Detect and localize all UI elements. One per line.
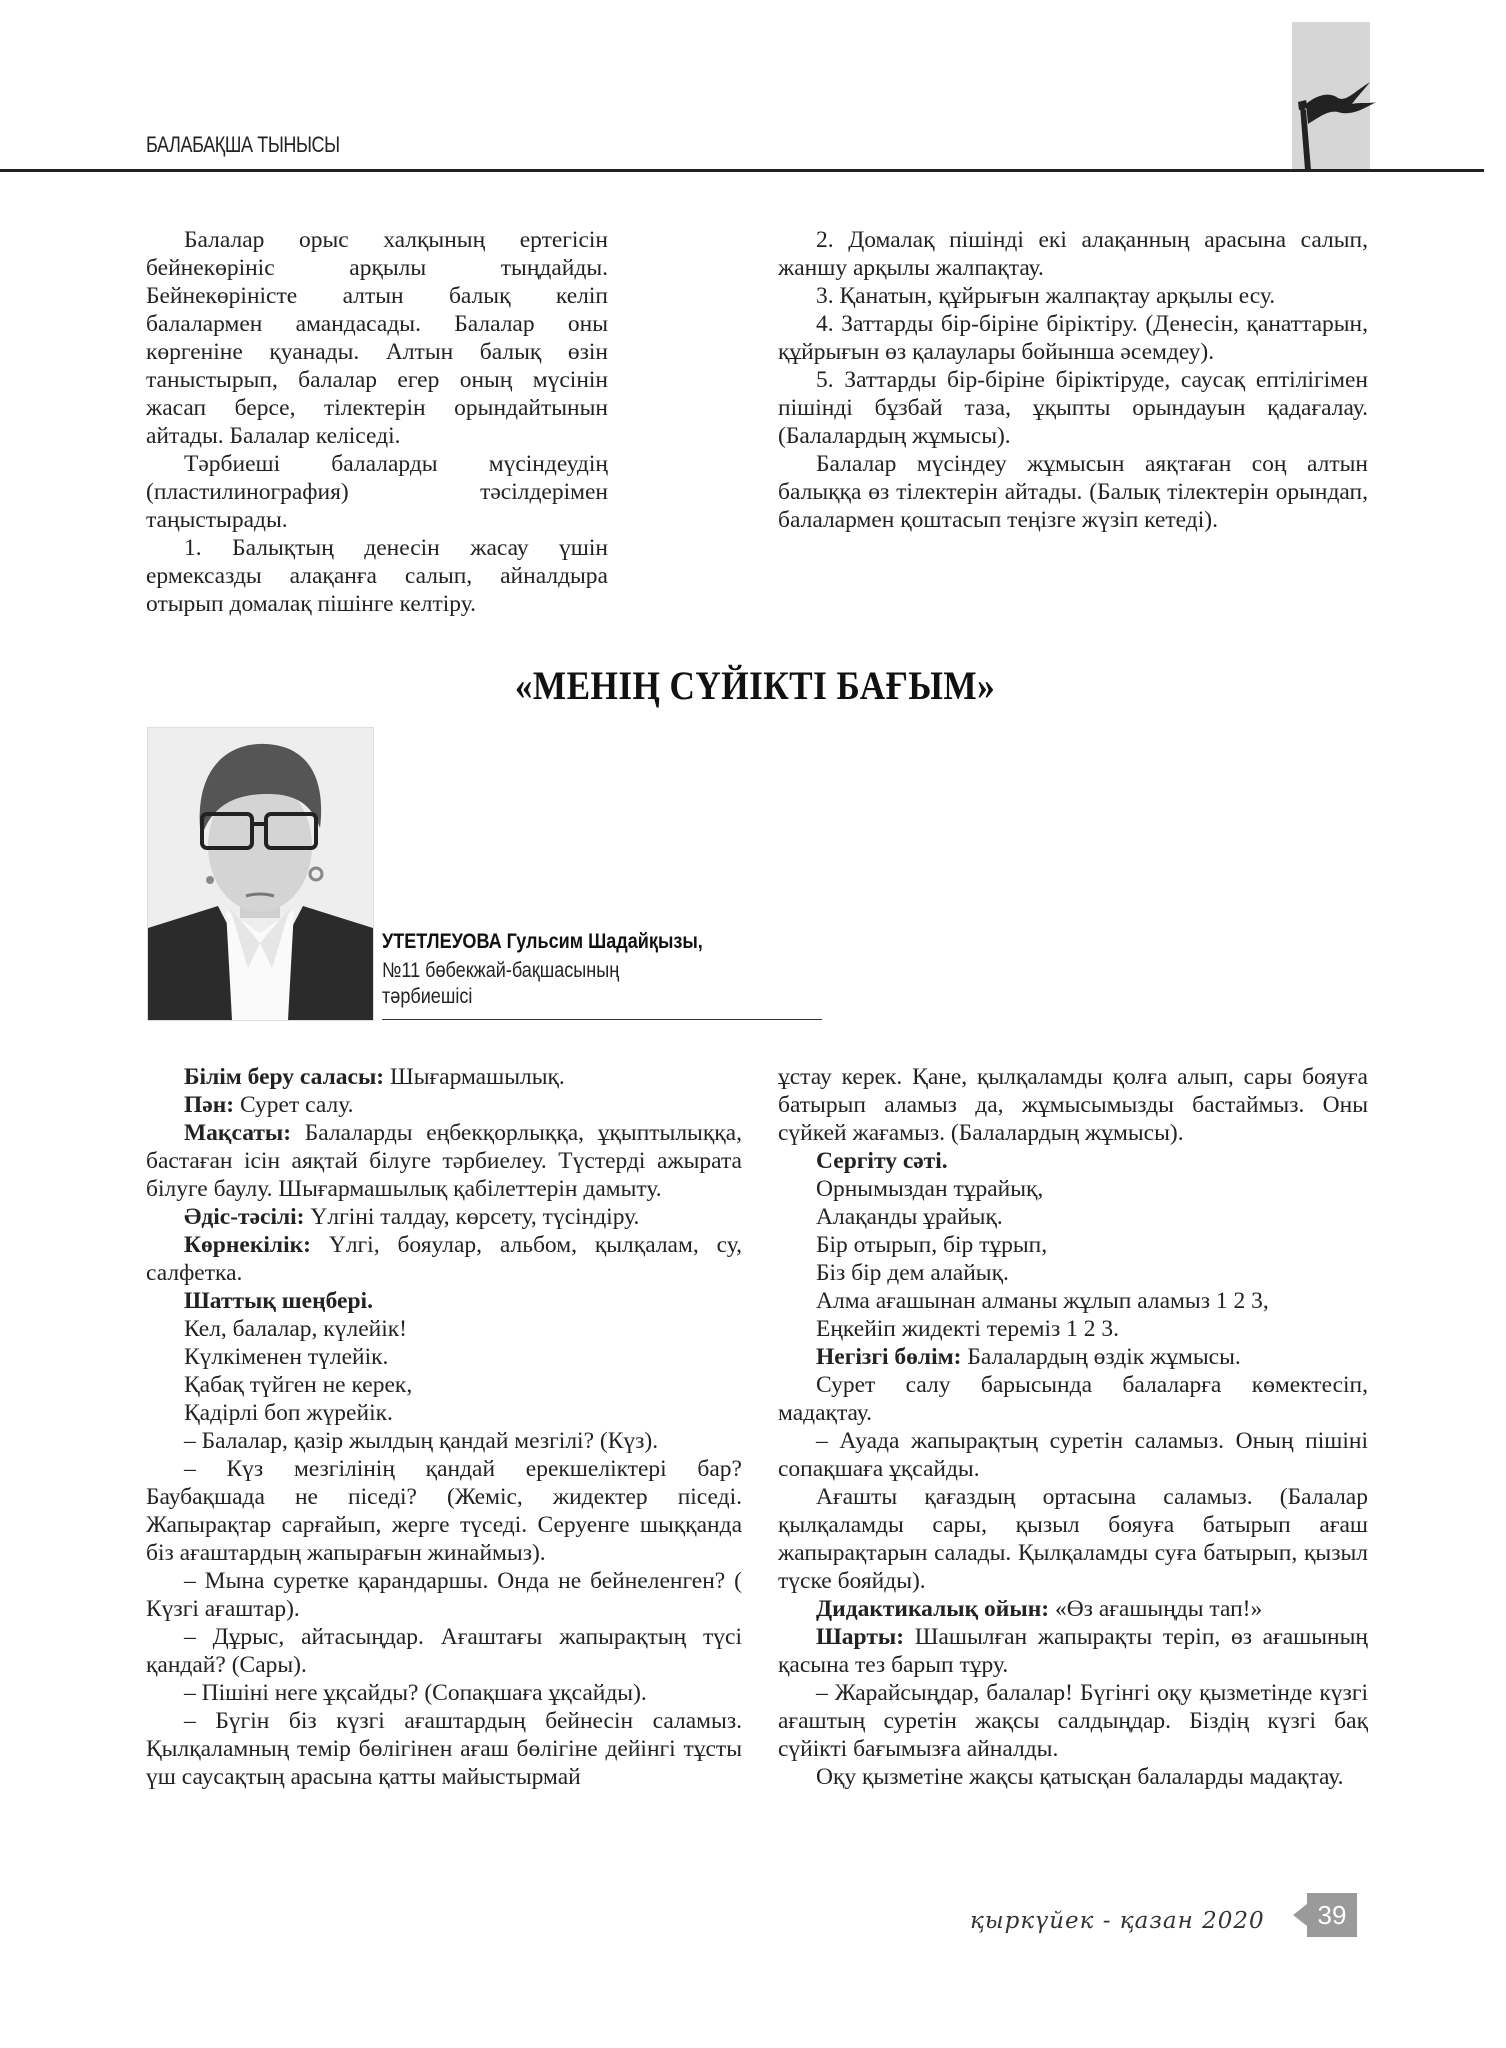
paragraph: 3. Қанатын, құйрығын жалпақтау арқылы есу. (816, 283, 1276, 309)
paragraph-text: Ағашты қағаздың ортасына саламыз. (Балалар қылқаламды сары, қызыл бояуға батырып ағаш жапырақтарын салады. Қылқаламды суға батырып, қызыл түске бояйды). (778, 1484, 1368, 1594)
paragraph (146, 1063, 742, 1091)
page-tab-arrow-icon (1293, 1904, 1307, 1926)
paragraph (146, 1679, 742, 1707)
paragraph: 5. Заттарды бір-біріне біріктіруде, саусақ ептілігімен пішінді бұзбай таза, ұқыпты орындауын қадағалау. (Балалардың жұмысы). (778, 367, 1368, 449)
paragraph (778, 1679, 1368, 1763)
paragraph-text: Орнымыздан тұрайық, (816, 1176, 1044, 1202)
flag-icon (1290, 80, 1380, 172)
paragraph: Балалар мүсіндеу жұмысын аяқтаған соң алтын балыққа өз тілектерін айтады. (Балық тілектерін орындап, балалармен қоштасып теңізге жүзіп кетеді). (778, 451, 1368, 533)
paragraph (778, 1259, 1368, 1287)
paragraph-label: Сергіту сәті. (816, 1148, 948, 1174)
article-title: «МЕНІҢ СҮЙІКТІ БАҒЫМ» (514, 663, 996, 708)
paragraph (778, 1763, 1368, 1791)
paragraph-label: Әдіс-тәсілі: (184, 1204, 305, 1230)
paragraph-text: – Ауада жапырақтың суретін саламыз. Оның пішіні сопақшаға ұқсайды. (778, 1428, 1368, 1482)
paragraph-text: – Жарайсыңдар, балалар! Бүгінгі оқу қызметінде күзгі ағаштың суретін жақсы салдыңдар. Біздің күзгі бақ сүйікті бағымызға айналды. (778, 1680, 1368, 1762)
paragraph: 4. Заттарды бір-біріне біріктіру. (Денесін, қанаттарын, құйрығын өз қалаулары бойынша әсемдеу). (778, 311, 1368, 365)
paragraph: Тәрбиеші балаларды мүсіндеудің (пластилинография) тәсілдерімен таңыстырады. (146, 451, 608, 533)
paragraph-text: Үлгіні талдау, көрсету, түсіндіру. (304, 1204, 640, 1230)
paragraph (146, 1623, 742, 1679)
paragraph-text: Бір отырып, бір тұрып, (816, 1232, 1048, 1258)
paragraph (778, 1203, 1368, 1231)
paragraph (778, 1147, 1368, 1175)
paragraph (146, 1399, 742, 1427)
paragraph-text: – Пішіні неге ұқсайды? (Сопақшаға ұқсайды). (184, 1680, 647, 1706)
paragraph (778, 1231, 1368, 1259)
author-role-line: №11 бөбекжай-бақшасының (382, 959, 620, 982)
paragraph (146, 1567, 742, 1623)
paragraph-label: Мақсаты: (184, 1120, 292, 1146)
paragraph (146, 1203, 742, 1231)
running-head: БАЛАБАҚША ТЫНЫСЫ (146, 132, 340, 157)
paragraph (778, 1623, 1368, 1679)
author-role (382, 958, 619, 1010)
paragraph (778, 1595, 1368, 1623)
top-left-column (146, 226, 608, 618)
paragraph (778, 1483, 1368, 1595)
paragraph-text: – Балалар, қазір жылдың қандай мезгілі? (Күз). (184, 1428, 659, 1454)
paragraph-label: Көрнекілік: (184, 1232, 311, 1258)
paragraph-text: Шашылған жапырақты теріп, өз ағашының қасына тез барып тұру. (778, 1624, 1368, 1678)
paragraph (146, 1455, 742, 1567)
article-left-column (146, 1063, 742, 1791)
paragraph-text: Қадірлі боп жүрейік. (184, 1400, 393, 1426)
paragraph-text: Қабақ түйген не керек, (184, 1372, 413, 1398)
paragraph-text: – Мына суретке қарандаршы. Онда не бейнеленген? ( Күзгі ағаштар). (146, 1568, 742, 1622)
paragraph-text: Балалардың өздік жұмысы. (961, 1344, 1241, 1370)
page-number: 39 (1307, 1893, 1357, 1937)
paragraph-text: Алма ағашынан алманы жұлып аламыз 1 2 3, (816, 1288, 1269, 1314)
paragraph (146, 1231, 742, 1287)
paragraph-label: Шаттық шеңбері. (184, 1288, 373, 1314)
author-photo (147, 727, 374, 1021)
paragraph (146, 1287, 742, 1315)
paragraph-text: ұстау керек. Қане, қылқаламды қолға алып, сары бояуға батырып аламыз да, жұмысымызды бастаймыз. Оны сүйкей жағамыз. (Балалардың жұмысы). (778, 1064, 1368, 1146)
paragraph (146, 1343, 742, 1371)
paragraph-label: Шарты: (816, 1624, 905, 1650)
paragraph: Балалар орыс халқының ертегісін бейнекөрініс арқылы тыңдайды. Бейнекөріністе алтын балық келіп балалармен амандасады. Балалар оны көргеніне қуанады. Алтын балық өзін таныстырып, балалар егер оның мүсінін жасап берсе, тілектерін орындайтынын айтады. Балалар келіседі. (146, 227, 608, 449)
paragraph-text: Оқу қызметіне жақсы қатысқан балаларды мадақтау. (816, 1764, 1344, 1790)
issue-date: қыркүйек - қазан 2020 (970, 1908, 1265, 1934)
paragraph-text: Үлгі, бояулар, альбом, қылқалам, су, салфетка. (146, 1232, 742, 1286)
paragraph-text: Сурет салу. (234, 1092, 354, 1118)
author-rule (382, 1019, 822, 1020)
paragraph (778, 1287, 1368, 1315)
top-right-column (778, 226, 1368, 534)
paragraph (778, 1371, 1368, 1427)
paragraph (778, 1175, 1368, 1203)
paragraph (146, 1371, 742, 1399)
paragraph-label: Дидактикалық ойын: (816, 1596, 1050, 1622)
author-name: УТЕТЛЕУОВА Гульсим Шадайқызы, (382, 930, 703, 953)
paragraph (146, 1091, 742, 1119)
paragraph: 2. Домалақ пішінді екі алақанның арасына салып, жаншу арқылы жалпақтау. (778, 227, 1368, 281)
paragraph (146, 1315, 742, 1343)
paragraph-text: Алақанды ұрайық. (816, 1204, 1003, 1230)
portrait-illustration (148, 728, 373, 1020)
paragraph-text: – Күз мезгілінің қандай ерекшеліктері бар? Баубақшада не піседі? (Жеміс, жидектер піседі. Жапырақтар сарғайып, жерге түседі. Серуенге шыққанда біз ағаштардың жапырағын жинаймыз). (146, 1456, 742, 1566)
paragraph-text: Шығармашылық. (384, 1064, 565, 1090)
paragraph (778, 1427, 1368, 1483)
paragraph-text: Кел, балалар, күлейік! (184, 1316, 407, 1342)
paragraph (778, 1063, 1368, 1147)
paragraph-text: Күлкіменен түлейік. (184, 1344, 389, 1370)
paragraph-label: Білім беру саласы: (184, 1064, 385, 1090)
paragraph (146, 1707, 742, 1791)
article-right-column (778, 1063, 1368, 1791)
paragraph (146, 1427, 742, 1455)
author-role-line: тәрбиешісі (382, 985, 473, 1008)
paragraph-text: – Дұрыс, айтасыңдар. Ағаштағы жапырақтың түсі қандай? (Сары). (146, 1624, 742, 1678)
paragraph-text: Сурет салу барысында балаларға көмектесіп, мадақтау. (778, 1372, 1368, 1426)
paragraph-label: Негізгі бөлім: (816, 1344, 962, 1370)
paragraph-text: Балаларды еңбекқорлыққа, ұқыптылыққа, бастаған ісін аяқтай білуге тәрбиелеу. Түстерді ажырата білуге баулу. Шығармашылық қабілеттерін дамыту. (146, 1120, 742, 1202)
paragraph: 1. Балықтың денесін жасау үшін ермексазды алақанға салып, айналдыра отырып домалақ пішінге келтіру. (146, 535, 608, 617)
paragraph-text: «Өз ағашыңды тап!» (1049, 1596, 1263, 1622)
paragraph-text: – Бүгін біз күзгі ағаштардың бейнесін саламыз. Қылқаламның темір бөлігінен ағаш бөлігіне дейінгі тұсты үш саусақтың арасына қатты майыстырмай (146, 1708, 742, 1790)
paragraph-label: Пән: (184, 1092, 235, 1118)
paragraph-text: Біз бір дем алайық. (816, 1260, 1009, 1286)
paragraph (778, 1315, 1368, 1343)
paragraph (778, 1343, 1368, 1371)
header-rule (0, 169, 1484, 172)
paragraph-text: Еңкейіп жидекті тереміз 1 2 3. (816, 1316, 1120, 1342)
paragraph (146, 1119, 742, 1203)
